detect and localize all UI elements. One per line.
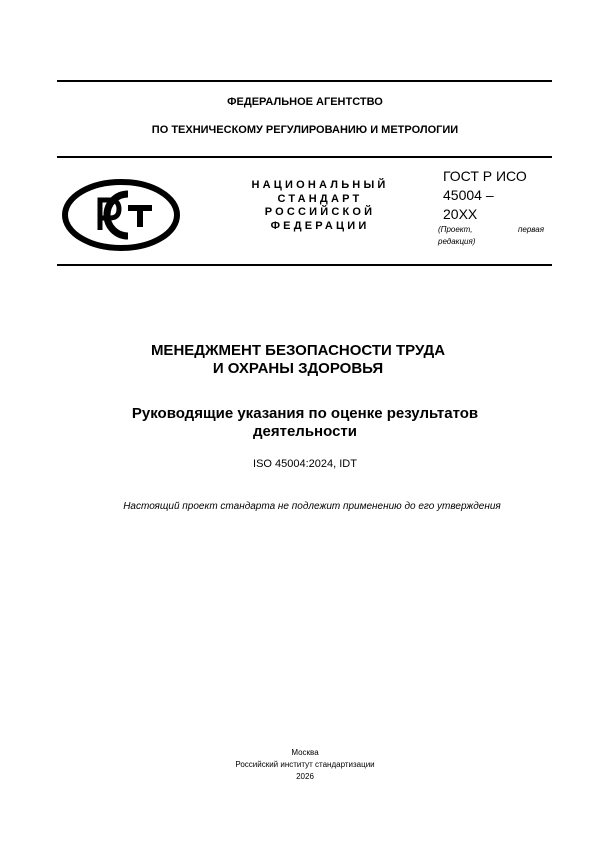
document-subtitle [0,405,596,441]
national-standard-line-2: СТАНДАРТ [277,193,363,205]
title-line-1: МЕНЕДЖМЕНТ БЕЗОПАСНОСТИ ТРУДА [150,342,446,359]
agency-line-2: ПО ТЕХНИЧЕСКОМУ РЕГУЛИРОВАНИЮ И МЕТРОЛОГИИ [151,124,459,136]
footer-city: Москва [291,748,319,757]
agency-line-1: ФЕДЕРАЛЬНОЕ АГЕНТСТВО [227,96,383,108]
national-standard-line-4: ФЕДЕРАЦИИ [270,220,370,232]
header-rule [57,156,552,158]
footer-year: 2026 [296,772,314,781]
draft-note: Настоящий проект стандарта не подлежит применению до его утверждения [123,501,501,512]
gost-designation-line-3: 20ХХ [443,206,478,222]
title-line-2: И ОХРАНЫ ЗДОРОВЬЯ [212,360,384,377]
header-bottom-rule [57,264,552,266]
top-rule [57,80,552,82]
document-title [0,342,596,378]
footer-institute: Российский институт стандартизации [235,760,375,769]
draft-status-left: (Проект, [438,225,473,234]
gost-designation-line-1: ГОСТ Р ИСО [443,168,527,184]
draft-status [438,224,544,248]
iso-reference: ISO 45004:2024, IDT [253,458,357,470]
national-standard-line-1: НАЦИОНАЛЬНЫЙ [251,179,389,191]
gost-designation-line-2: 45004 – [443,187,494,203]
subtitle-line-2: деятельности [253,423,357,440]
draft-status-line-2: редакция) [438,237,476,246]
subtitle-line-1: Руководящие указания по оценке результатов [131,405,479,422]
draft-status-right: первая [517,225,544,234]
national-standard-line-3: РОССИЙСКОЙ [264,206,376,218]
rst-logo-icon [62,178,180,252]
